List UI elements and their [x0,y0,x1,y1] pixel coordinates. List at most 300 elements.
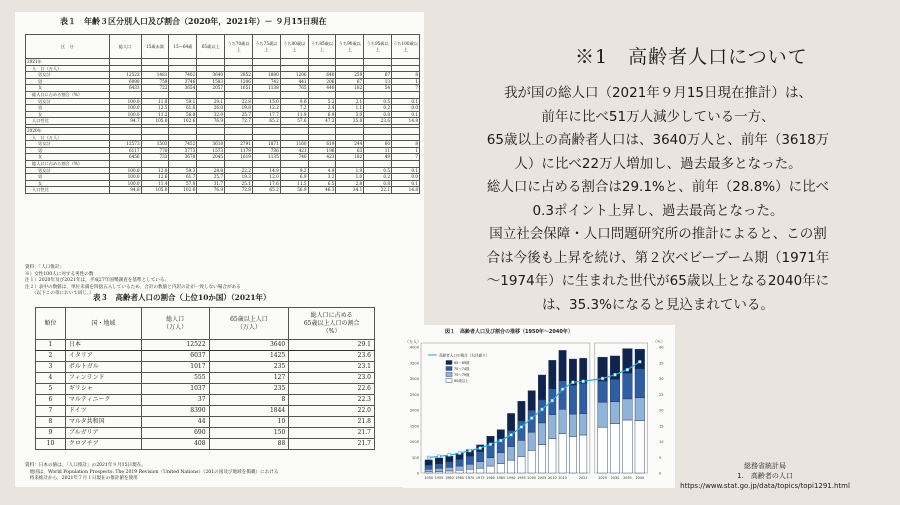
table-cell: 17.6 [252,180,280,187]
elderly-cell: 1425 [209,351,289,362]
bar-segment [497,464,504,473]
table3-header-cell: 総人口に占める 65歳以上人口の割合 （%） [289,308,375,340]
rank-cell: 6 [36,395,66,406]
table-cell: 421 [280,147,308,154]
bar-segment [559,350,566,380]
table-cell: 1573 [197,147,225,154]
bar-segment [559,409,566,433]
table-row [26,78,420,85]
ratio-point [601,377,604,380]
table3-title: 表３ 高齢者人口の割合（上位10か国）（2021年） [93,293,271,302]
table-cell [197,59,225,66]
note-line: 注２）表中の数値は，単位未満を四捨五入しているため，合計の数値と内訳の計が一致しない場合がある [25,284,241,290]
bar-segment [549,415,556,439]
body-line: は、35.3%になると見込まれている。 [542,296,774,313]
row-label: 男 [26,78,110,85]
total-cell: 12522 [141,340,209,351]
body-line: 前年に比べ51万人減少している一方、 [541,108,775,125]
row-label: 女 [26,154,110,161]
table-cell: 1503 [141,141,169,148]
table-cell: 0.8 [364,111,392,118]
table-cell: 1619 [225,154,253,161]
table-cell: 619 [308,141,336,148]
table-cell [280,160,308,167]
table1-header-cell: 区 分 [26,35,110,59]
table-cell [109,127,141,134]
table-cell: 102.6 [169,187,197,194]
table-cell: 49 [364,154,392,161]
ratio-point [582,380,585,383]
bar-segment [528,391,535,411]
table-cell: 1583 [197,78,225,85]
table-cell [364,134,392,141]
row-label: 女 [26,180,110,187]
row-label: 女 [26,111,110,118]
table-cell: 22.1 [364,187,392,194]
bar-segment [518,421,525,441]
table-cell [141,59,169,66]
table-cell [225,65,253,72]
rank-cell: 8 [36,417,66,428]
table1-header-cell: 15歳未満 [141,35,169,59]
chart-title: 図１ 高齢者人口及び割合の推移（1950年～2040年） [445,329,573,335]
total-cell: 8390 [141,406,209,417]
bar-segment [559,434,566,473]
bar-segment [487,466,494,473]
bar-segment [425,465,432,469]
ratio-cell: 22.6 [289,384,375,395]
table-cell [141,160,169,167]
table-cell: 1481 [141,72,169,79]
table-cell: 9.2 [280,167,308,174]
table-row [26,72,420,79]
table-cell [141,127,169,134]
table-cell: 206 [308,78,336,85]
table-cell [336,134,364,141]
table-cell: 1651 [225,85,253,92]
table-cell: 102.6 [169,118,197,125]
rank-cell: 4 [36,373,66,384]
table-cell: 7402 [169,72,197,79]
country-cell: ドイツ [65,406,141,417]
table-cell: 67 [336,78,364,85]
table-cell [392,160,420,167]
table-cell [197,127,225,134]
table-cell [169,127,197,134]
row-label: 男 [26,105,110,112]
table-cell: 13 [364,78,392,85]
table-cell: 11.9 [280,111,308,118]
table-row [26,111,420,118]
table-cell: 19.3 [225,174,253,181]
table-cell: 100.0 [109,111,141,118]
table-row [36,384,375,395]
body-line: 合は今後も上昇を続け、第２次ベビーブーム期（1971年 [486,249,830,266]
bar-segment [538,375,545,400]
table-cell: 12522 [109,72,141,79]
table-row [26,160,420,167]
row-label: 人口性比 [26,187,110,194]
table-cell: 12.0 [252,174,280,181]
ratio-point [469,449,472,452]
row-label: 人 口（万人） [26,65,110,72]
elderly-cell: 235 [209,362,289,373]
table-cell: 22.2 [225,167,253,174]
right-tick-label: 25 [659,392,664,397]
table-cell: 22.8 [225,98,253,105]
table-cell: 1.1 [336,105,364,112]
table-cell [109,59,141,66]
table-cell: 5.2 [308,98,336,105]
x-tick-label: 1955 [434,476,444,480]
table-cell: 733 [141,154,169,161]
ratio-cell: 29.1 [289,340,375,351]
table-cell: 56.9 [280,187,308,194]
table-cell: 6.9 [280,174,308,181]
right-tick-label: 10 [659,440,664,444]
bar-segment [518,456,525,473]
table-cell: 1135 [252,154,280,161]
elderly-population-chart [403,325,675,488]
legend-swatch [446,373,452,377]
bar-segment [518,440,525,456]
table-cell [252,134,280,141]
table-cell: 8 [392,141,420,148]
total-cell: 690 [141,428,209,439]
table-cell: 9.6 [280,98,308,105]
note-line: 資料：日本の値は，「人口推計」の2021年９月15日現在。 [25,463,146,468]
row-label: 総人口に占める割合（%） [26,91,110,98]
table-cell: 3773 [169,147,197,154]
table-cell: 67 [364,72,392,79]
body-line: 総人口に占める割合は29.1%と、前年（28.8%）に比べ [486,179,830,195]
bar-segment [507,413,514,430]
table-cell: 94.7 [109,118,141,125]
bar-segment [446,467,453,471]
table-cell: 740 [280,154,308,161]
table-cell: 1206 [280,72,308,79]
left-tick-label: 0 [416,471,419,476]
table-cell: 441 [280,78,308,85]
table1-title: 表１ 年齢３区分別人口及び割合（2020年，2021年）－ ９月15日現在 [60,16,327,26]
table-cell: 56.8 [169,111,197,118]
country-cell: ブルガリア [65,428,141,439]
bar-segment [580,383,587,414]
table-cell [169,91,197,98]
table3-header-cell: 総人口 （万人） [141,308,209,340]
row-label: 人口性比 [26,118,110,125]
table-cell: 11 [364,147,392,154]
ratio-cell: 23.6 [289,351,375,362]
table3-header-cell: 65歳以上人口 （万人） [209,308,289,340]
row-label: 2021年 [26,59,110,66]
row-label: 男 [26,174,110,181]
table-cell: 759 [141,78,169,85]
table-cell [197,160,225,167]
legend-label: 65～69歳 [454,361,470,365]
table-cell: 0.2 [364,105,392,112]
table-cell [225,134,253,141]
body-line: ～1974年）に生まれた世代が65歳以上となる2040年に [486,273,830,289]
legend-swatch [446,367,452,371]
ratio-cell: 21.7 [289,439,375,450]
bar-segment [435,472,442,473]
x-tick-label: 1990 [506,476,516,480]
table3-notes [25,463,278,483]
table-cell [364,59,392,66]
ratio-cell: 23.0 [289,373,375,384]
x-tick-label: 2010 [547,476,557,480]
bar-segment [623,420,633,473]
row-label: 男女計 [26,98,110,105]
table-row [26,118,420,125]
table-cell: 244 [336,141,364,148]
legend-swatch [446,379,452,383]
table-cell [169,59,197,66]
bar-segment [446,462,453,468]
elderly-cell: 3640 [209,340,289,351]
rank-cell: 7 [36,406,66,417]
table-cell [109,160,141,167]
x-tick-label: 1995 [517,476,526,480]
legend-label: 75～79歳 [454,373,470,377]
elderly-cell: 1844 [209,406,289,417]
bar-segment [623,399,633,420]
table-cell: 29.1 [197,98,225,105]
table-cell: 65.2 [252,118,280,125]
table-cell: 3640 [197,72,225,79]
bar-segment [549,439,556,473]
table-cell: 6433 [109,85,141,92]
bar-segment [635,398,645,421]
table-cell [280,127,308,134]
bar-segment [487,445,494,457]
table-cell: 54 [364,85,392,92]
table-cell [280,65,308,72]
table-cell: 3654 [169,85,197,92]
table-cell: 26.0 [197,105,225,112]
ratio-cell: 21.7 [289,428,375,439]
table-cell [364,65,392,72]
total-cell: 37 [141,395,209,406]
table1-header-cell: うち95歳以上 [364,35,392,59]
total-cell: 1037 [141,384,209,395]
table-cell: 0.8 [364,180,392,187]
bar-segment [580,414,587,435]
table-cell: 100.0 [109,105,141,112]
body-text [425,82,891,317]
table-cell: 0.2 [364,174,392,181]
bar-segment [528,450,535,473]
table-cell: 2057 [197,85,225,92]
table-cell [280,91,308,98]
table-cell [392,91,420,98]
table-cell: 25.7 [225,111,253,118]
table-cell [169,134,197,141]
table-cell: 63 [336,147,364,154]
table-cell [141,134,169,141]
right-tick-label: 40 [659,345,664,350]
x-tick-label: 2015 [558,476,567,480]
body-line: 我が国の総人口（2021年９月15日現在推計）は、 [503,85,813,101]
country-cell: クロアチア [65,439,141,450]
table-cell: 11.5 [280,180,308,187]
total-cell: 6037 [141,351,209,362]
table-cell [197,65,225,72]
bar-segment [507,447,514,461]
table-cell [197,134,225,141]
elderly-cell: 8 [209,395,289,406]
table-cell: 25.7 [197,174,225,181]
bar-segment [466,469,473,473]
table-cell [141,91,169,98]
source-credit [640,461,890,491]
table-cell: 3618 [197,141,225,148]
table-cell: 12.2 [252,105,280,112]
credit-url[interactable]: https://www.stat.go.jp/data/topics/topi1291.html [680,482,850,490]
bar-segment [497,430,504,439]
table-cell: 59.1 [169,98,197,105]
table-cell: 14.8 [392,118,420,125]
total-cell: 1017 [141,362,209,373]
table-cell: 742 [252,78,280,85]
bar-segment [598,427,608,473]
table1 [25,34,420,194]
table-cell: 100.0 [109,167,141,174]
table-cell: 1880 [252,72,280,79]
bar-segment [446,456,453,462]
table-cell: 2.1 [336,98,364,105]
table-cell [336,160,364,167]
bar-segment [487,458,494,466]
table-cell: 0.1 [392,111,420,118]
x-tick-label: 1980 [486,476,495,480]
right-tick-label: 0 [659,471,662,476]
table-cell [252,65,280,72]
table3-header-cell: 順位 [36,308,66,340]
table-cell: 2045 [197,154,225,161]
bar-segment [538,423,545,445]
table-cell [336,127,364,134]
table-cell: 3.2 [308,174,336,181]
table-cell [392,65,420,72]
table-cell: 0.5 [364,98,392,105]
table-cell [364,91,392,98]
ratio-point [510,433,513,436]
bar-segment [528,432,535,450]
table-cell [280,134,308,141]
x-tick-label: 1965 [455,476,464,480]
country-cell: ギリシャ [65,384,141,395]
table1-header-cell: 総人口 [109,35,141,59]
row-label: 人 口（万人） [26,134,110,141]
table3 [35,307,375,450]
table-cell: 12573 [109,141,141,148]
table-cell: 7.2 [280,105,308,112]
table-cell: 59.3 [169,167,197,174]
table-cell [252,160,280,167]
ratio-point [458,452,461,455]
bar-segment [610,402,620,424]
table-cell: 105.0 [141,118,169,125]
body-line: 人）に比べ22万人増加し、過去最多となった。 [514,155,802,172]
left-tick-label: 2500 [409,392,419,397]
left-tick-label: 1000 [409,440,419,444]
table-cell: 3.4 [308,105,336,112]
table-cell [252,127,280,134]
credit-org: 総務省統計局 [744,462,786,470]
table-cell [364,127,392,134]
bar-segment [456,466,463,470]
table-cell: 61.7 [169,174,197,181]
table-cell: 1.0 [336,174,364,181]
table-row [36,373,375,384]
table-row [26,180,420,187]
table-cell [197,91,225,98]
table1-header-cell: うち80歳以上 [280,35,308,59]
table1-header-cell: うち100歳以上 [392,35,420,59]
row-label: 男 [26,147,110,154]
table-cell: 100.0 [109,180,141,187]
total-cell: 408 [141,439,209,450]
table-cell [252,91,280,98]
x-tick-label: 1975 [475,476,485,480]
left-tick-label: 2000 [409,408,419,413]
x-tick-label: 2025 [598,476,607,480]
table-row [26,147,420,154]
table-cell: 6.9 [308,111,336,118]
table-cell: 2791 [225,141,253,148]
ratio-point [638,360,641,363]
table-cell [169,160,197,167]
rank-cell: 3 [36,362,66,373]
table-cell: 0.1 [392,167,420,174]
table-cell [225,127,253,134]
table-cell [308,65,336,72]
table-row [26,134,420,141]
bar-segment [456,470,463,473]
table-cell: 7452 [169,141,197,148]
left-tick-label: 500 [412,455,419,460]
table-cell: 8 [392,72,420,79]
x-tick-label: 2040 [635,476,645,480]
table-cell: 46.3 [308,187,336,194]
chart-svg [403,325,675,488]
table3-header-cell: 国・地域 [65,308,141,340]
credit-item: 1. 高齢者の人口 [737,472,793,480]
table-cell [308,160,336,167]
body-line: 0.3ポイント上昇し、過去最高となった。 [532,202,784,219]
x-tick-label: 1960 [444,476,454,480]
table-cell [308,134,336,141]
bar-segment [598,402,608,427]
bar-segment [559,381,566,410]
ratio-cell: 21.8 [289,417,375,428]
table-cell: 1 [392,78,420,85]
country-cell: マルタ共和国 [65,417,141,428]
table-cell: 12.5 [141,105,169,112]
right-tick-label: 15 [659,424,664,429]
country-cell: 日本 [65,340,141,351]
row-label: 2020年 [26,127,110,134]
table-cell: 32.0 [197,111,225,118]
table-cell: 1 [392,147,420,154]
table-row [26,85,420,92]
table-cell [308,59,336,66]
ratio-point [614,373,617,376]
rank-cell: 10 [36,439,66,450]
table-cell: 34.1 [336,187,364,194]
